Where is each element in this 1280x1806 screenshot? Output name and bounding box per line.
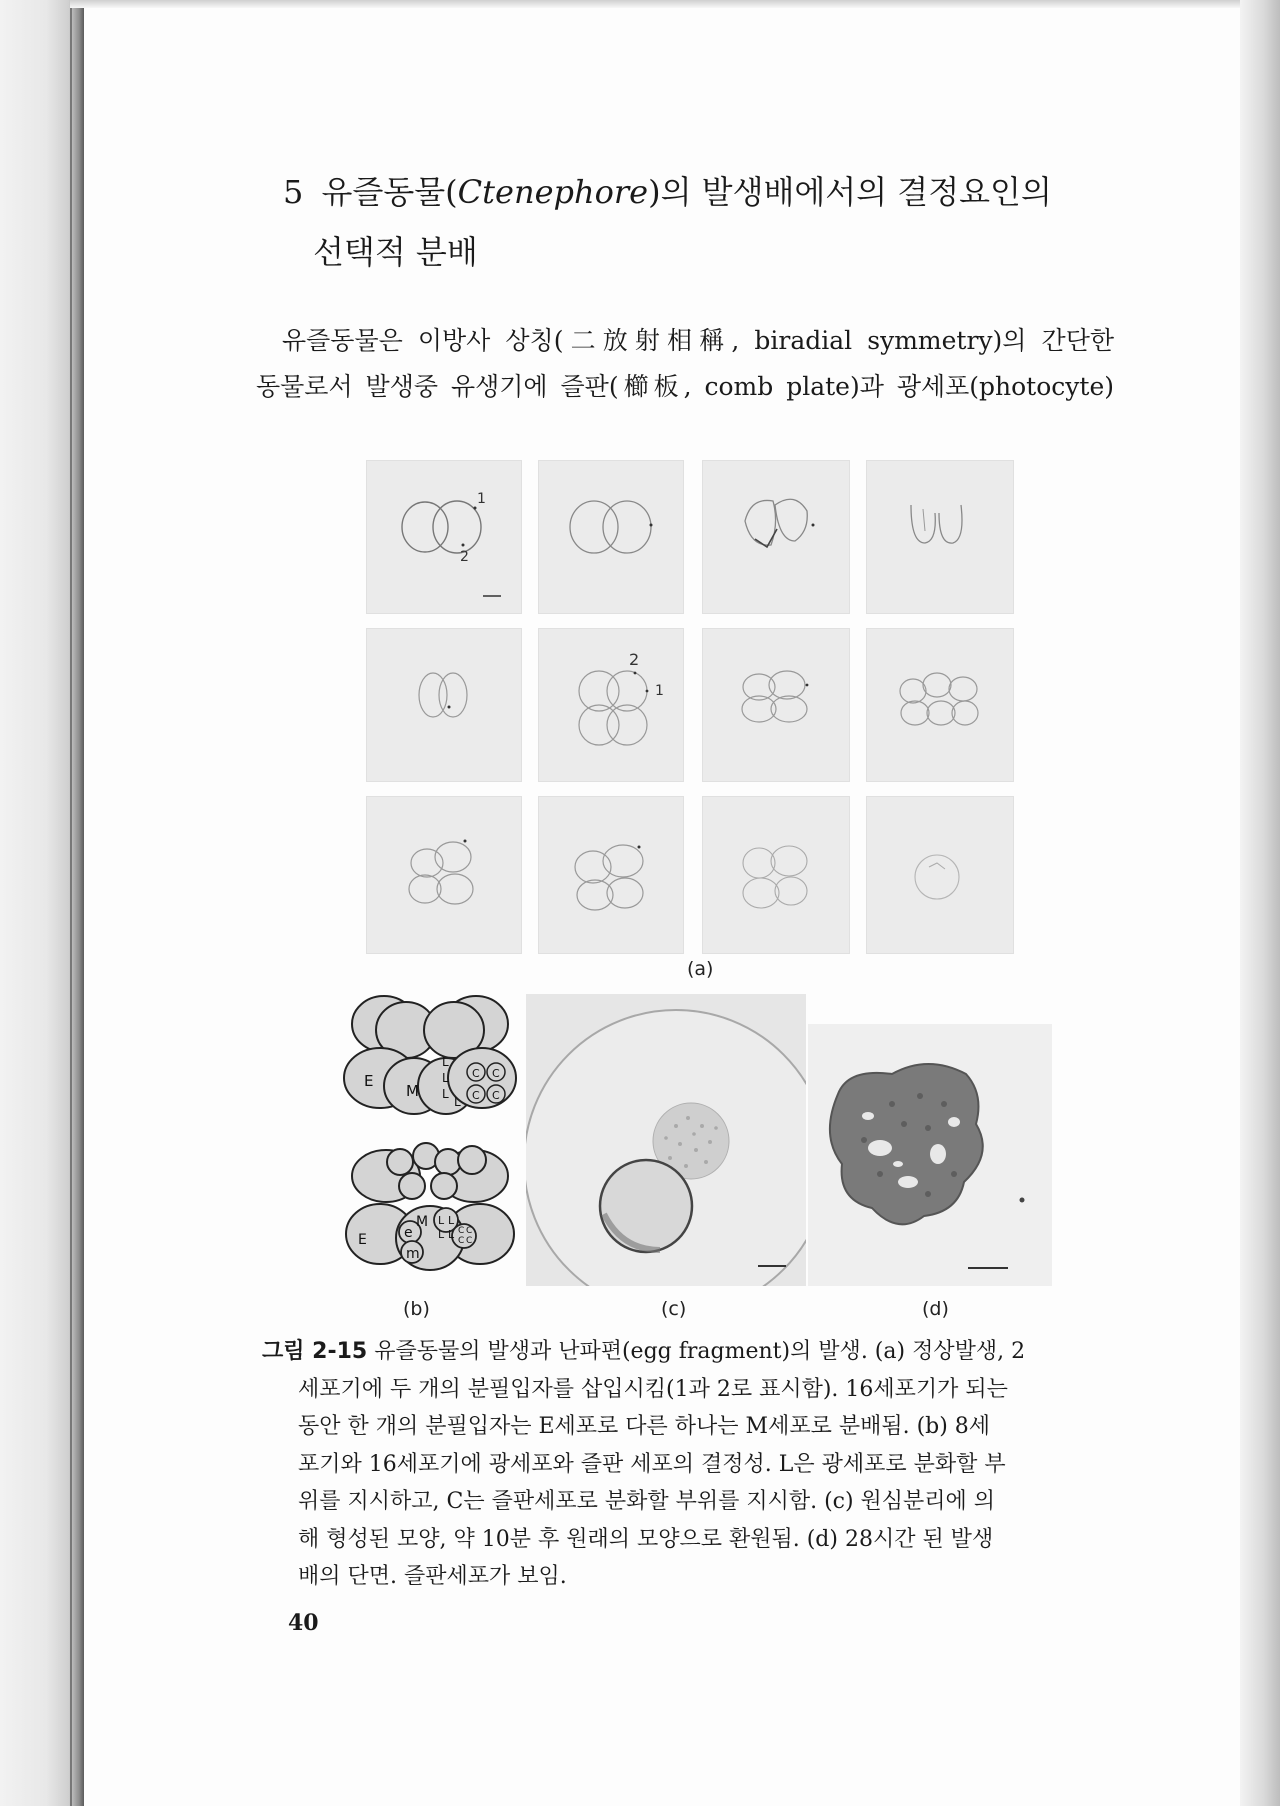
micrograph-tile: [366, 796, 522, 954]
cell-label-c: C: [472, 1089, 480, 1102]
cell-label-e: E: [364, 1072, 374, 1090]
embryo-4cell-drawing: [539, 629, 683, 781]
embryo-8cell-drawing: [703, 629, 849, 781]
tile-mark-2: 2: [460, 549, 469, 565]
caption-text-1: 유즐동물의 발생과 난파편(egg fragment)의 발생. (a) 정상발생, 2: [367, 1339, 1026, 1364]
cell-label-c: C: [492, 1067, 500, 1080]
cell-label-c: C: [492, 1089, 500, 1102]
page-number: 40: [288, 1610, 319, 1636]
cell-label-l: L: [438, 1228, 445, 1241]
cell-label-l: L: [448, 1228, 455, 1241]
figure-c-micrograph: [526, 994, 806, 1286]
micrograph-tile: [702, 460, 850, 614]
figure-b-diagrams: [340, 990, 518, 1290]
body-line-1: 유즐동물은 이방사 상칭(二放射相稱, biradial symmetry)의 간단한: [282, 326, 1114, 355]
micrograph-tile: [702, 796, 850, 954]
caption-line-7: 배의 단면. 즐판세포가 보임.: [298, 1564, 567, 1589]
caption-line-5: 위를 지시하고, C는 즐판세포로 분화할 부위를 지시함. (c) 원심분리에 의: [298, 1489, 996, 1514]
cell-label-c: C: [472, 1067, 480, 1080]
section-number: 5: [283, 173, 304, 211]
figure-d-label: (d): [922, 1298, 949, 1320]
figure-a-grid: [366, 460, 1012, 952]
cell-label-l: L: [442, 1055, 449, 1069]
caption-line-1: [262, 1333, 1114, 1371]
body-line-2: 동물로서 발생중 유생기에 즐판(櫛板, comb plate)과 광세포(photocyte): [256, 372, 1114, 401]
micrograph-tile: [538, 628, 684, 782]
caption-line-2: 세포기에 두 개의 분필입자를 삽입시킴(1과 2로 표시함). 16세포기가 되는: [298, 1376, 1008, 1402]
micrograph-tile: [866, 796, 1014, 954]
embryo-late-drawing: [367, 797, 521, 953]
cell-label-e-small: e: [404, 1225, 413, 1241]
cell-label-c: C: [458, 1226, 465, 1236]
embryo-2cell-drawing: [367, 461, 521, 613]
caption-line-3: 동안 한 개의 분필입자는 E세포로 다른 하나는 M세포로 분배됨. (b) 8세: [298, 1414, 991, 1439]
cell-label-l: L: [438, 1214, 445, 1227]
cleavage-schematic: [340, 990, 518, 1290]
caption-line-6: 해 형성된 모양, 약 10분 후 원래의 모양으로 환원됨. (d) 28시간 된 발생: [298, 1526, 994, 1552]
section-heading-line-2: 선택적 분배: [313, 233, 478, 271]
heading-text-b: )의 발생배에서의 결정요인의: [648, 173, 1052, 211]
embryo-4cell-drawing: [367, 629, 521, 781]
heading-text-a: 유즐동물(: [321, 173, 458, 211]
cell-label-e: E: [358, 1232, 367, 1248]
micrograph-tile: [702, 628, 850, 782]
micrograph-tile: [538, 796, 684, 954]
tile-mark-1: 1: [477, 491, 486, 507]
cell-label-l: L: [442, 1087, 449, 1101]
cell-label-l: L: [448, 1214, 455, 1227]
embryo-late-drawing: [539, 797, 683, 953]
cell-label-l: L: [454, 1095, 461, 1109]
embryo-cleavage-drawing: [703, 461, 849, 613]
tile-mark-2: 2: [629, 650, 640, 669]
embryo-cleavage-drawing: [867, 461, 1013, 613]
cell-label-c: C: [458, 1236, 465, 1246]
micrograph-tile: [538, 460, 684, 614]
cell-label-m: M: [406, 1082, 419, 1100]
caption-label: 그림 2-15: [262, 1339, 368, 1364]
embryo-late-drawing: [867, 797, 1013, 953]
tile-mark-1: 1: [655, 683, 664, 699]
heading-italic-term: Ctenephore: [457, 173, 649, 211]
figure-d-micrograph: [808, 1024, 1052, 1286]
embryo-2cell-drawing: [539, 461, 683, 613]
cell-label-m-small: m: [406, 1246, 420, 1262]
figure-a-label: (a): [687, 958, 714, 980]
micrograph-tile: [866, 628, 1014, 782]
embryo-late-drawing: [703, 797, 849, 953]
embryo-16cell-drawing: [867, 629, 1013, 781]
cell-label-c: C: [466, 1226, 473, 1236]
cell-label-m: M: [416, 1214, 429, 1230]
embryo-section-image: [808, 1024, 1052, 1286]
figure-b-label: (b): [403, 1298, 430, 1320]
eight-cell-diagram: [344, 996, 516, 1114]
body-paragraph: [256, 318, 1114, 410]
section-heading: [283, 162, 1083, 282]
micrograph-tile: [366, 460, 522, 614]
figure-c-label: (c): [661, 1298, 687, 1320]
cell-label-c: C: [466, 1236, 473, 1246]
micrograph-tile: [366, 628, 522, 782]
figure-caption: [262, 1333, 1114, 1596]
micrograph-tile: [866, 460, 1014, 614]
centrifuged-egg-image: [526, 994, 806, 1286]
caption-line-4: 포기와 16세포기에 광세포와 즐판 세포의 결정성. L은 광세포로 분화할 부: [298, 1451, 1006, 1477]
section-heading-line-1: [283, 162, 1083, 222]
cell-label-l: L: [442, 1071, 449, 1085]
